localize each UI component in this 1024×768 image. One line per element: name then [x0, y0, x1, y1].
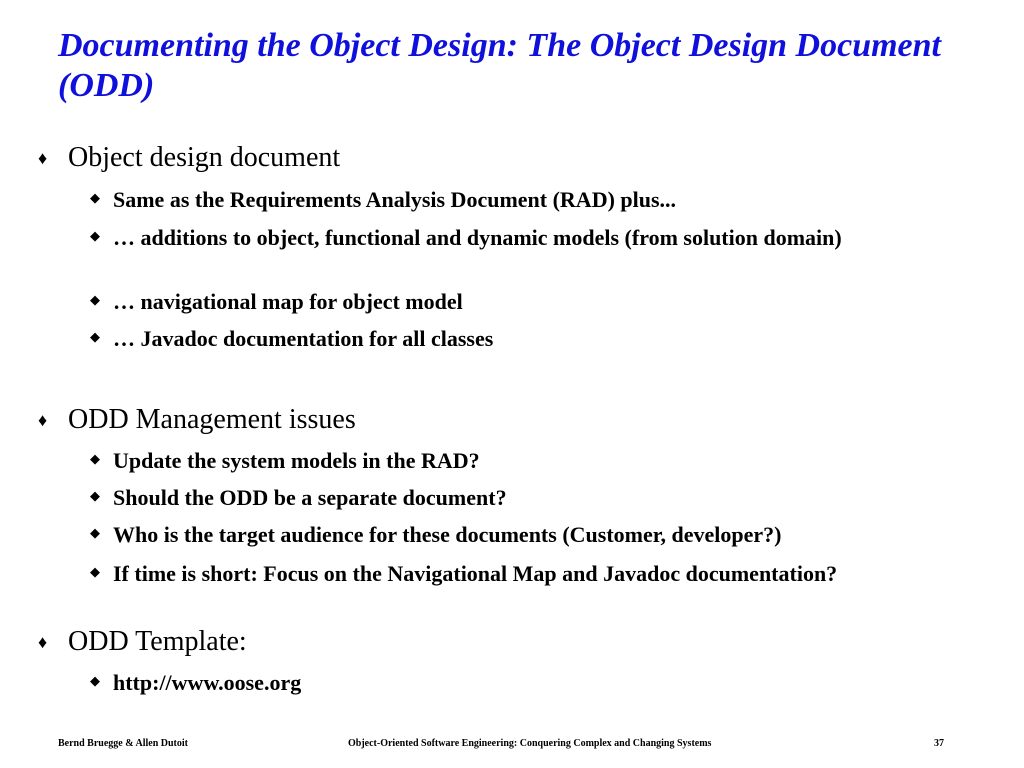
subitem-label: … navigational map for object model — [113, 289, 463, 314]
template-url[interactable]: http://www.oose.org — [113, 670, 302, 695]
subitem-label: Update the system models in the RAD? — [113, 448, 480, 473]
diamond-bullet-icon: ◆ — [90, 329, 100, 344]
subitem — [90, 522, 990, 548]
subitem-label: Same as the Requirements Analysis Document (RAD) plus... — [113, 187, 677, 212]
slide-title: Documenting the Object Design: The Object Design Document (ODD) — [58, 27, 942, 104]
subitem — [90, 326, 990, 352]
footer-page-number: 37 — [934, 738, 944, 749]
subitem — [90, 485, 990, 511]
diamond-bullet-icon: ◆ — [90, 228, 100, 243]
diamond-bullet-icon: ♦ — [38, 632, 48, 652]
diamond-bullet-icon: ♦ — [38, 148, 48, 168]
subitem — [90, 561, 990, 587]
subitem-link — [90, 670, 990, 696]
subitem — [90, 225, 990, 251]
subitem — [90, 187, 990, 213]
bullet-label: Object design document — [68, 142, 341, 173]
diamond-bullet-icon: ◆ — [90, 525, 100, 540]
subitem — [90, 289, 990, 315]
footer-authors: Bernd Bruegge & Allen Dutoit — [58, 738, 188, 749]
subitem-label: If time is short: Focus on the Navigational Map and Javadoc documentation? — [113, 561, 838, 586]
diamond-bullet-icon: ◆ — [90, 190, 100, 205]
footer-book-title: Object-Oriented Software Engineering: Conquering Complex and Changing Systems — [348, 738, 712, 749]
diamond-bullet-icon: ◆ — [90, 564, 100, 579]
bullet-label: ODD Template: — [68, 626, 247, 657]
bullet-label: ODD Management issues — [68, 404, 356, 435]
subitem-label: Who is the target audience for these documents (Customer, developer?) — [113, 522, 782, 547]
subitem — [90, 448, 990, 474]
diamond-bullet-icon: ♦ — [38, 410, 48, 430]
diamond-bullet-icon: ◆ — [90, 673, 100, 688]
diamond-bullet-icon: ◆ — [90, 292, 100, 307]
subitem-label: … additions to object, functional and dynamic models (from solution domain) — [113, 225, 842, 250]
diamond-bullet-icon: ◆ — [90, 488, 100, 503]
subitem-label: … Javadoc documentation for all classes — [113, 326, 494, 351]
subitem-label: Should the ODD be a separate document? — [113, 485, 507, 510]
diamond-bullet-icon: ◆ — [90, 451, 100, 466]
